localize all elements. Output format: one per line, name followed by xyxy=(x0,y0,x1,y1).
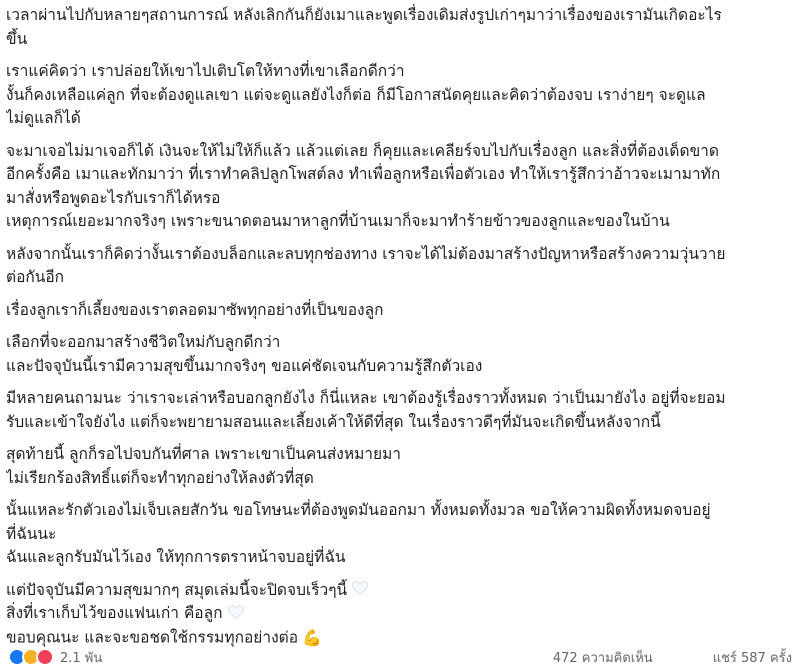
text-line-with-emoji xyxy=(6,579,792,603)
engagement-stats xyxy=(553,647,792,668)
text-line: เลือกที่จะออกมาสร้างชีวิตใหม่กับลูกดีกว่า xyxy=(6,333,281,351)
text-line: รับและเข้าใจยังไง แต่ก็จะพยายามสอนและเลี้ยงเค้าให้ดีที่สุด ในเรื่องราวดีๆที่มันจะเกิดขึ้นหลังจากนี้ xyxy=(6,412,661,431)
text: แต่ปัจจุบันมีความสุขมากๆ สมุดเล่มนี้จะปิดจบเร็วๆนี้ xyxy=(6,580,348,599)
text: ขอบคุณนะ และจะขอชดใช้กรรมทุกอย่างต่อ xyxy=(6,627,299,646)
text-line: ไม่เรียกร้องสิทธิ์แต่ก็จะทำทุกอย่างให้ลงตัวที่สุด xyxy=(6,468,314,487)
flexed-biceps-icon: 💪 xyxy=(302,627,322,647)
paragraph-10 xyxy=(6,579,792,650)
paragraph-7 xyxy=(6,387,792,434)
paragraph-8 xyxy=(6,443,792,490)
text-line: ขึ้น xyxy=(6,29,28,48)
paragraph-3 xyxy=(6,140,792,234)
text-line: ที่ฉันนะ xyxy=(6,524,57,543)
paragraph-1 xyxy=(6,4,792,51)
comment-count[interactable]: 472 ความคิดเห็น xyxy=(552,650,653,666)
text-line: ต่อกันอีก xyxy=(6,268,65,286)
reaction-bar xyxy=(0,647,800,667)
text-line: และปัจจุบันนี้เรามีความสุขขึ้นมากจริงๆ ขอแค่ชัดเจนกับความรู้สึกตัวเอง xyxy=(6,356,483,375)
text-line: ฉันและลูกรับมันไว้เอง ให้ทุกการตราหน้าจบอยู่ที่ฉัน xyxy=(6,548,346,566)
text-line: มาสั่งหรือพูดอะไรกับเราก็ได้หรอ xyxy=(6,188,221,207)
text-line: เราแค่คิดว่า เราปล่อยให้เขาไปเติบโตให้ทางที่เขาเลือกดีกว่า xyxy=(6,62,405,80)
love-reaction-icon[interactable] xyxy=(36,648,54,666)
paragraph-4 xyxy=(6,243,792,290)
text-line: เวลาผ่านไปกับหลายๆสถานการณ์ หลังเลิกกันก็ยังเมาและพูดเรื่องเดิมส่งรูปเก่าๆมาว่าเรื่องของเรามันเกิดอะไร xyxy=(6,6,722,24)
text-line: เรื่องลูกเราก็เลี้ยงของเราตลอดมาซัพทุกอย่างที่เป็นของลูก xyxy=(6,300,384,319)
text-line: อีกครั้งคือ เมาและทักมาว่า ที่เราทำคลิปลูกโพสต์ลง ทำเพื่อลูกหรือเพื่อตัวเอง ทำให้เรารู้สึกว่าอ้าวจะเมามาทัก xyxy=(6,165,721,183)
text-line-with-emoji xyxy=(6,602,792,626)
paragraph-6 xyxy=(6,331,792,378)
text-line: หลังจากนั้นเราก็คิดว่างั้นเราต้องบล็อกและลบทุกช่องทาง เราจะได้ไม่ต้องมาสร้างปัญหาหรือสร้างความวุ่นวาย xyxy=(6,244,726,263)
white-heart-icon xyxy=(227,605,245,619)
text: สิ่งที่เราเก็บไว้ของแฟนเก่า คือลูก xyxy=(6,604,223,622)
share-count[interactable]: แชร์ 587 ครั้ง xyxy=(712,650,792,666)
paragraph-9 xyxy=(6,499,792,570)
paragraph-5 xyxy=(6,299,792,323)
text-line: จะมาเจอไม่มาเจอก็ได้ เงินจะให้ไม่ให้ก็แล้ว แล้วแต่เลย ก็คุยและเคลียร์จบไปกับเรื่องลูก และสิ่งที่ต้องเด็ดขาด xyxy=(6,141,719,160)
text-line: เหตุการณ์เยอะมากจริงๆ เพราะขนาดตอนมาหาลูกที่บ้านเมาก็จะมาทำร้ายข้าวของลูกและของในบ้าน xyxy=(6,212,670,230)
white-heart-icon xyxy=(351,581,369,595)
text-line: นั้นแหละรักตัวเองไม่เจ็บเลยสักวัน ขอโทษนะที่ต้องพูดมันออกมา ทั้งหมดทั้งมวล ขอให้ความผิดทั้งหมดจบอยู่ xyxy=(6,501,711,519)
text-line: ไม่ดูแลก็ได้ xyxy=(6,109,81,127)
text-line: สุดท้ายนี้ ลูกก็รอไปจบกันที่ศาล เพราะเขาเป็นคนส่งหมายมา xyxy=(6,445,402,463)
reaction-count[interactable]: 2.1 พัน xyxy=(60,650,103,666)
text-line: งั้นก็คงเหลือแค่ลูก ที่จะต้องดูแลเขา แต่จะดูแลยังไงก็ต่อ ก็มีโอกาสนัดคุยและคิดว่าต้องจบ เราง่ายๆ จะดูแล xyxy=(6,85,706,104)
text-line: มีหลายคนถามนะ ว่าเราจะเล่าหรือบอกลูกยังไง ก็นี่แหละ เขาต้องรู้เรื่องราวทั้งหมด ว่าเป็นมายังไง อยู่ที่จะยอม xyxy=(6,389,726,407)
paragraph-2 xyxy=(6,60,792,131)
